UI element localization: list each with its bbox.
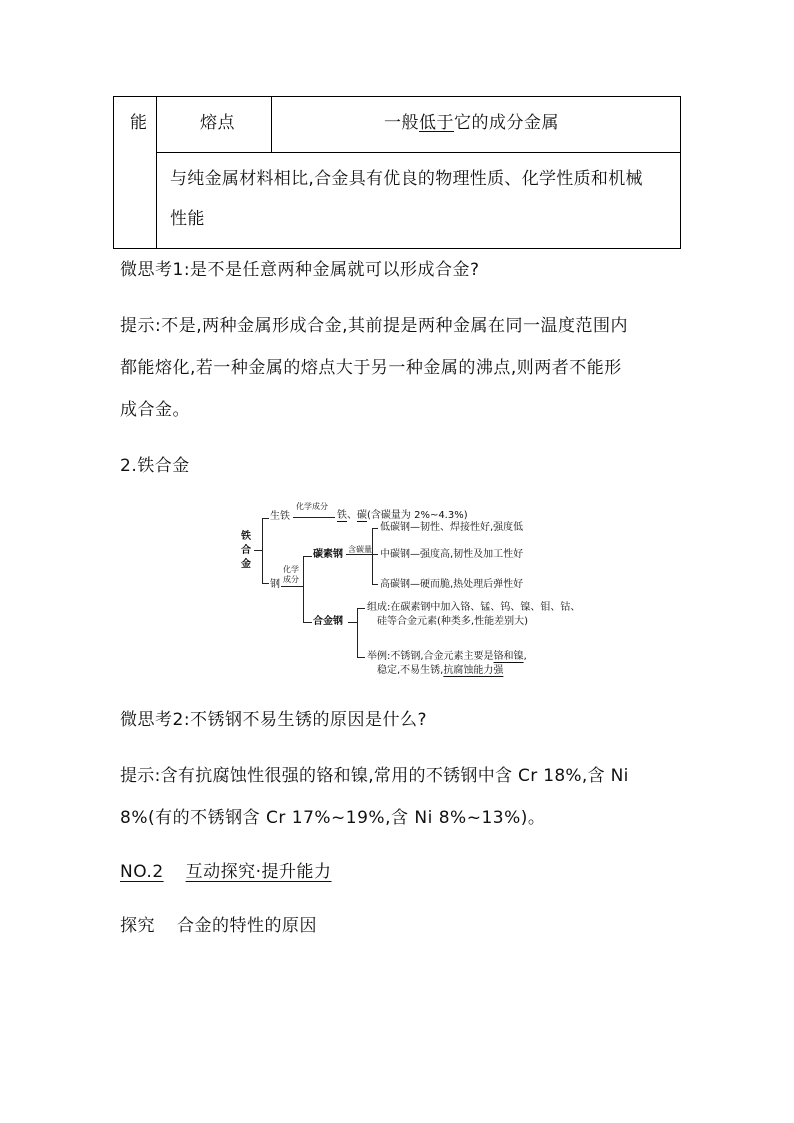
arrow-line (346, 554, 372, 555)
connector (303, 556, 304, 622)
connector (262, 518, 269, 519)
section-heading-label: NO.2 (120, 862, 164, 882)
property-table (113, 96, 681, 249)
steel-arrow-label-1: 化学 (283, 565, 299, 574)
comp-iron: 铁 (337, 510, 347, 521)
table-property-cell: 熔点 (200, 113, 235, 133)
table-description-cell (384, 108, 559, 133)
desc-text: 它的成分金属 (454, 113, 559, 133)
alloy-example-line-1 (367, 651, 527, 663)
connector (372, 528, 373, 584)
high-carbon-steel: 高碳钢—硬而脆,热处理后弹性好 (380, 579, 524, 590)
table-divider (156, 152, 680, 153)
connector (254, 550, 262, 551)
section-heading-no2 (120, 862, 332, 882)
connector (281, 586, 303, 587)
table-divider (271, 97, 272, 152)
alloy-composition-line-1: 组成:在碳素钢中加入铬、锰、钨、镍、钼、钴、 (367, 602, 581, 613)
desc-text: 一般 (384, 113, 419, 133)
diagram-root-char: 铁 (241, 531, 251, 542)
section-heading-title: 互动探究·提升能力 (185, 862, 332, 882)
table-category-cell: 能 (130, 113, 148, 133)
hint-1-line-2: 都能熔化,若一种金属的熔点大于另一种金属的沸点,则两者不能形 (120, 358, 622, 378)
comp-sep: 、 (347, 510, 357, 521)
arrow-line (293, 517, 335, 518)
connector (372, 528, 378, 529)
connector (262, 583, 269, 584)
explore-heading (120, 916, 317, 936)
alloy-example-line-2 (377, 665, 503, 677)
example-text: , (523, 651, 527, 662)
connector (303, 556, 312, 557)
explore-title: 合金的特性的原因 (177, 916, 317, 936)
hint-1-line-1: 提示:不是,两种金属形成合金,其前提是两种金属在同一温度范围内 (120, 316, 629, 336)
table-merged-line-2: 性能 (170, 209, 205, 229)
hint-2-line-1: 提示:含有抗腐蚀性很强的铬和镍,常用的不锈钢中含 Cr 18%,含 Ni (120, 766, 629, 786)
connector (357, 657, 365, 658)
connector (372, 584, 378, 585)
explore-label: 探究 (120, 916, 155, 936)
diagram-root (241, 530, 253, 572)
example-emphasis: 抗腐蚀能力强 (443, 665, 504, 676)
medium-carbon-steel: 中碳钢—强度高,韧性及加工性好 (380, 549, 524, 560)
table-divider (156, 97, 157, 248)
pig-iron-arrow-label: 化学成分 (296, 502, 328, 511)
alloy-composition-line-2: 硅等合金元素(种类多,性能差别大) (377, 616, 528, 627)
carbon-steel-arrow-label: 含碳量 (348, 545, 372, 554)
section-title: 2.铁合金 (120, 456, 190, 476)
example-text: 举例:不锈钢,合金元素主要是 (367, 651, 494, 662)
comp-note: (含碳量为 2%~4.3%) (367, 510, 468, 521)
comp-carbon: 碳 (357, 510, 367, 521)
example-text: 稳定,不易生锈, (377, 665, 444, 676)
iron-alloy-diagram (237, 498, 581, 680)
connector (357, 608, 358, 657)
alloy-steel-node: 合金钢 (313, 616, 343, 627)
connector (348, 622, 357, 623)
think-question-1: 微思考1:是不是任意两种金属就可以形成合金? (120, 260, 480, 280)
carbon-steel-node: 碳素钢 (313, 549, 343, 560)
table-merged-line-1: 与纯金属材料相比,合金具有优良的物理性质、化学性质和机械 (170, 169, 643, 189)
steel-arrow-label-2: 成分 (283, 575, 299, 584)
desc-emphasis: 低于 (419, 113, 454, 133)
low-carbon-steel: 低碳钢—韧性、焊接性好,强度低 (380, 522, 524, 533)
hint-1-line-3: 成合金。 (120, 400, 190, 420)
example-emphasis: 铬和镍 (493, 651, 524, 662)
connector (372, 554, 378, 555)
steel-node: 钢 (270, 579, 280, 590)
connector (262, 518, 263, 583)
pig-iron-composition (337, 510, 468, 522)
diagram-root-char: 合 (241, 545, 251, 556)
hint-2-line-2: 8%(有的不锈钢含 Cr 17%~19%,含 Ni 8%~13%)。 (120, 808, 546, 828)
think-question-2: 微思考2:不锈钢不易生锈的原因是什么? (120, 710, 428, 730)
pig-iron-node: 生铁 (270, 511, 290, 522)
connector (303, 622, 312, 623)
diagram-root-char: 金 (241, 559, 251, 570)
connector (357, 608, 365, 609)
